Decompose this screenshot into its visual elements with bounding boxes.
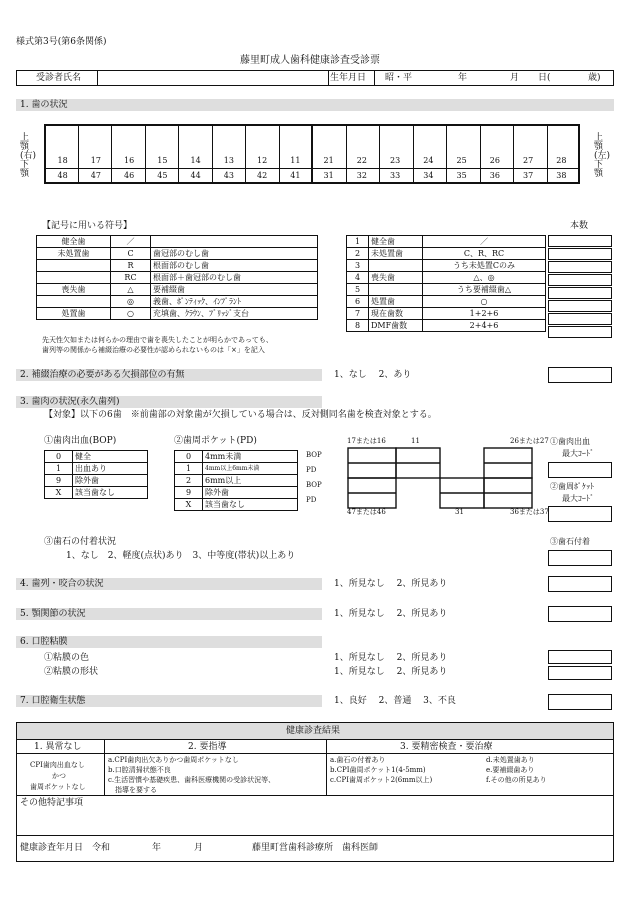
code-row [45,475,148,487]
tooth-number: 17 [90,156,101,165]
code-row [45,463,148,475]
symbol-cell [37,260,111,272]
count-cell: 2+4+6 [423,320,546,332]
count-box[interactable] [548,326,612,338]
count-cell: 3 [347,260,369,272]
count-cell: 4 [347,272,369,284]
symbol-cell: ◎ [111,296,151,308]
section-4-title: 4. 歯列・咬合の状況 [20,579,104,589]
treat-a: a.歯石の付着あり [330,756,386,764]
exam-month: 月 [194,843,204,853]
code-row [175,463,298,475]
symbol-cell: C [111,248,151,260]
section-6-options-a: 1、所見なし 2、所見あり [334,653,448,663]
code-cell: 0 [175,451,203,463]
tooth-number: 22 [356,156,367,165]
exam-year: 年 [152,843,162,853]
gum-row-label: PD [306,466,317,474]
treat-e: e.要補綴歯あり [486,766,535,774]
count-cell: うち未処置Cのみ [423,260,546,272]
exam-date-label: 健康診査年月日 令和 [20,843,111,853]
result-normal: 1. 異常なし [34,742,82,752]
gum-row-label: BOP [306,481,322,489]
symbol-cell: △ [111,284,151,296]
count-cell: 1 [347,236,369,248]
tooth-number: 45 [157,171,168,180]
tooth-number: 36 [489,171,500,180]
section-6-title: 6. 口腔粘膜 [20,637,68,647]
tooth-number: 28 [556,156,567,165]
code-cell: 該当歯なし [73,487,148,499]
bop-title: ①歯肉出血(BOP) [44,436,117,446]
count-cell: 5 [347,284,369,296]
lower-teeth-row [46,171,578,181]
gum-bleed-label: ①歯肉出血 [550,437,590,446]
code-cell: X [45,487,73,499]
tooth-number: 42 [257,171,268,180]
gum-row-label: PD [306,496,317,504]
code-row [175,451,298,463]
symbol-cell: 根面部のむし歯 [151,260,318,272]
treat-d: d.未処置歯あり [486,756,535,764]
symbol-cell: 充填歯、ｸﾗｳﾝ、ﾌﾞﾘｯｼﾞ支台 [151,308,318,320]
symbol-cell: 処置歯 [37,308,111,320]
count-row [347,320,546,332]
guidance-b: b.口腔清掃状態不良 [108,766,171,774]
count-cell: うち要補綴歯△ [423,284,546,296]
section-4-options: 1、所見なし 2、所見あり [334,579,448,589]
symbols-title: 【記号に用いる符号】 [42,221,133,231]
year-label: 年 [458,73,468,83]
tooth-number: 47 [90,171,101,180]
treat-c: c.CPI歯周ポケット2(6mm以上) [330,776,433,784]
symbol-cell: 歯冠部のむし歯 [151,248,318,260]
section-6-options-b: 1、所見なし 2、所見あり [334,667,448,677]
code-cell: 9 [45,475,73,487]
count-cell [369,284,423,296]
count-box[interactable] [548,261,612,273]
name-label: 受診者氏名 [36,73,82,83]
tooth-number: 37 [523,171,534,180]
result-title: 健康診査結果 [286,726,341,736]
section-5-title: 5. 顎関節の状況 [20,609,86,619]
count-row [347,308,546,320]
tooth-number: 35 [456,171,467,180]
count-cell [369,260,423,272]
pd-title: ②歯周ポケット(PD) [174,436,257,446]
count-box[interactable] [548,235,612,247]
treat-f: f.その他の所見あり [486,776,547,784]
day-label: 日( [538,73,551,83]
symbol-row [37,260,318,272]
tooth-number: 21 [323,156,334,165]
code-cell: 出血あり [73,463,148,475]
calculus-options: 1、なし 2、軽度(点状)あり 3、中等度(帯状)以上あり [66,551,296,561]
tooth-number: 13 [223,156,234,165]
count-row [347,272,546,284]
count-row [347,296,546,308]
symbols-table [36,235,318,320]
code-cell: 6mm以上 [203,475,298,487]
answer-box[interactable] [548,367,612,383]
tooth-number: 11 [290,156,301,165]
code-row [175,487,298,499]
count-row [347,284,546,296]
age-label: 歳) [588,73,601,83]
count-cell: 未処置歯 [369,248,423,260]
code-cell: 2 [175,475,203,487]
clinic-name: 藤里町営歯科診療所 歯科医師 [252,843,379,853]
tooth-number: 25 [456,156,467,165]
result-box [16,722,614,862]
code-cell: 1 [175,463,203,475]
count-box[interactable] [548,274,612,286]
symbol-cell: ○ [111,308,151,320]
code-cell: 0 [45,451,73,463]
calculus-label: ③歯石付着 [550,537,590,546]
tooth-number: 12 [257,156,268,165]
pocket-label: ②歯周ﾎﾟｹｯﾄ [550,482,594,491]
symbol-row [37,248,318,260]
answer-box-7[interactable] [548,694,612,710]
tooth-number: 26 [489,156,500,165]
symbol-cell: R [111,260,151,272]
count-row [347,236,546,248]
form-number: 様式第3号(第6条関係) [16,37,107,47]
tooth-17-16: 17または16 [347,437,386,445]
gum-row-label: BOP [306,451,322,459]
section-2-title: 2. 補綴治療の必要がある欠損部位の有無 [20,370,185,380]
era: 昭・平 [385,73,413,83]
patient-row [16,70,614,86]
tooth-number: 15 [157,156,168,165]
tooth-number: 38 [556,171,567,180]
gum-bleed-max: 最大ｺｰﾄﾞ [562,449,594,458]
code-row [175,499,298,511]
symbol-cell: ／ [111,236,151,248]
count-box[interactable] [548,313,612,325]
code-cell: 健全 [73,451,148,463]
count-box[interactable] [548,287,612,299]
count-cell: 2 [347,248,369,260]
tooth-number: 18 [57,156,68,165]
symbol-cell: 健全歯 [37,236,111,248]
tooth-number: 41 [290,171,301,180]
symbols-note: 先天性欠如または何らかの理由で歯を喪失したことが明らかであっても、 [42,336,273,344]
count-cell: 喪失歯 [369,272,423,284]
symbol-row [37,308,318,320]
guidance-c: c.生活習慣や基礎疾患、歯科医療機関の受診状況等、 [108,776,276,784]
section-3-target: 【対象】以下の6歯 ※前歯部の対象歯が欠損している場合は、反対側同名歯を検査対象とする。 [44,410,437,420]
month-label: 月 [510,73,520,83]
counts-table [346,235,546,332]
tooth-number: 23 [390,156,401,165]
code-cell: 1 [45,463,73,475]
code-row [45,451,148,463]
jaw-label-left: 上顎(左)下顎 [594,133,611,179]
section-7-options: 1、良好 2、普通 3、不良 [334,696,456,706]
normal-line-2: かつ [52,772,66,780]
answer-box-6a[interactable] [548,650,612,664]
calculus-title: ③歯石の付着状況 [44,537,117,547]
calculus-box[interactable] [548,550,612,566]
section-3-title: 3. 歯肉の状況(永久歯列) [20,397,120,407]
symbol-cell: 要補綴歯 [151,284,318,296]
symbol-row [37,272,318,284]
tooth-31: 31 [455,508,464,516]
treat-b: b.CPI歯周ポケット1(4-5mm) [330,766,426,774]
bop-table [44,450,148,499]
count-cell: ／ [423,236,546,248]
section-5-options: 1、所見なし 2、所見あり [334,609,448,619]
count-cell: 現在歯数 [369,308,423,320]
symbol-cell [151,236,318,248]
tooth-number: 16 [124,156,135,165]
jaw-label-right: 上顎(右)下顎 [20,133,37,179]
code-cell: 除外歯 [73,475,148,487]
form-title: 藤里町成人歯科健康診査受診票 [240,55,380,66]
section-2-options: 1、なし 2、あり [334,370,412,380]
symbols-note-2: 歯列等の関係から補綴治療の必要性が認められないものは「×」を記入 [42,346,265,354]
tooth-47-46: 47または46 [347,508,386,516]
section-7-title: 7. 口腔衛生状態 [20,696,86,706]
result-treatment: 3. 要精密検査・要治療 [400,742,493,752]
tooth-number: 34 [423,171,434,180]
answer-box-6b[interactable] [548,666,612,680]
symbol-row [37,296,318,308]
symbol-row [37,284,318,296]
code-cell: 4mm未満 [203,451,298,463]
count-cell: 7 [347,308,369,320]
tooth-number: 44 [190,171,201,180]
result-guidance: 2. 要指導 [188,742,227,752]
pocket-max: 最大ｺｰﾄﾞ [562,494,594,503]
symbol-cell [37,272,111,284]
count-cell: DMF歯数 [369,320,423,332]
pd-max-box[interactable] [548,506,612,522]
symbol-cell: 喪失歯 [37,284,111,296]
answer-box-5[interactable] [548,606,612,622]
mucosa-shape: ②粘膜の形状 [44,667,99,677]
gum-grid [340,446,540,510]
bop-max-box[interactable] [548,462,612,478]
code-row [45,487,148,499]
normal-line-1: CPI歯肉出血なし [30,761,85,769]
symbol-cell: 未処置歯 [37,248,111,260]
symbol-cell [37,296,111,308]
dob-label: 生年月日 [330,73,367,83]
count-row [347,260,546,272]
count-cell: 8 [347,320,369,332]
pd-table [174,450,298,511]
count-box[interactable] [548,248,612,260]
other-notes: その他特記事項 [20,798,84,808]
normal-line-3: 歯周ポケットなし [30,783,86,791]
count-cell: 処置歯 [369,296,423,308]
tooth-11: 11 [411,437,420,445]
tooth-number: 48 [57,171,68,180]
count-cell: 健全歯 [369,236,423,248]
tooth-26-27: 26または27 [510,437,549,445]
tooth-number: 31 [323,171,334,180]
symbol-cell: RC [111,272,151,284]
tooth-number: 46 [124,171,135,180]
symbol-row [37,236,318,248]
upper-teeth-row [46,156,578,166]
code-cell: 除外歯 [203,487,298,499]
code-row [175,475,298,487]
symbol-cell: 根面部＋歯冠部のむし歯 [151,272,318,284]
tooth-number: 27 [523,156,534,165]
section-1-title: 1. 歯の状況 [20,100,68,110]
count-header: 本数 [570,221,589,231]
answer-box-4[interactable] [548,576,612,592]
count-row [347,248,546,260]
code-cell: X [175,499,203,511]
code-cell: 4mm以上6mm未満 [203,463,298,475]
guidance-c2: 指導を要する [108,786,157,794]
mucosa-color: ①粘膜の色 [44,653,90,663]
count-cell: ○ [423,296,546,308]
tooth-number: 43 [223,171,234,180]
count-cell: 6 [347,296,369,308]
count-cell: 1+2+6 [423,308,546,320]
symbol-cell: 義歯、ﾎﾟﾝﾃｨｯｸ、ｲﾝﾌﾟﾗﾝﾄ [151,296,318,308]
count-cell: C、R、RC [423,248,546,260]
tooth-number: 32 [356,171,367,180]
code-cell: 9 [175,487,203,499]
code-cell: 該当歯なし [203,499,298,511]
tooth-number: 24 [423,156,434,165]
count-box[interactable] [548,300,612,312]
tooth-number: 33 [390,171,401,180]
tooth-number: 14 [190,156,201,165]
guidance-a: a.CPI歯肉出欠ありかつ歯周ポケットなし [108,756,239,764]
count-cell: △、◎ [423,272,546,284]
tooth-36-37: 36または37 [510,508,549,516]
